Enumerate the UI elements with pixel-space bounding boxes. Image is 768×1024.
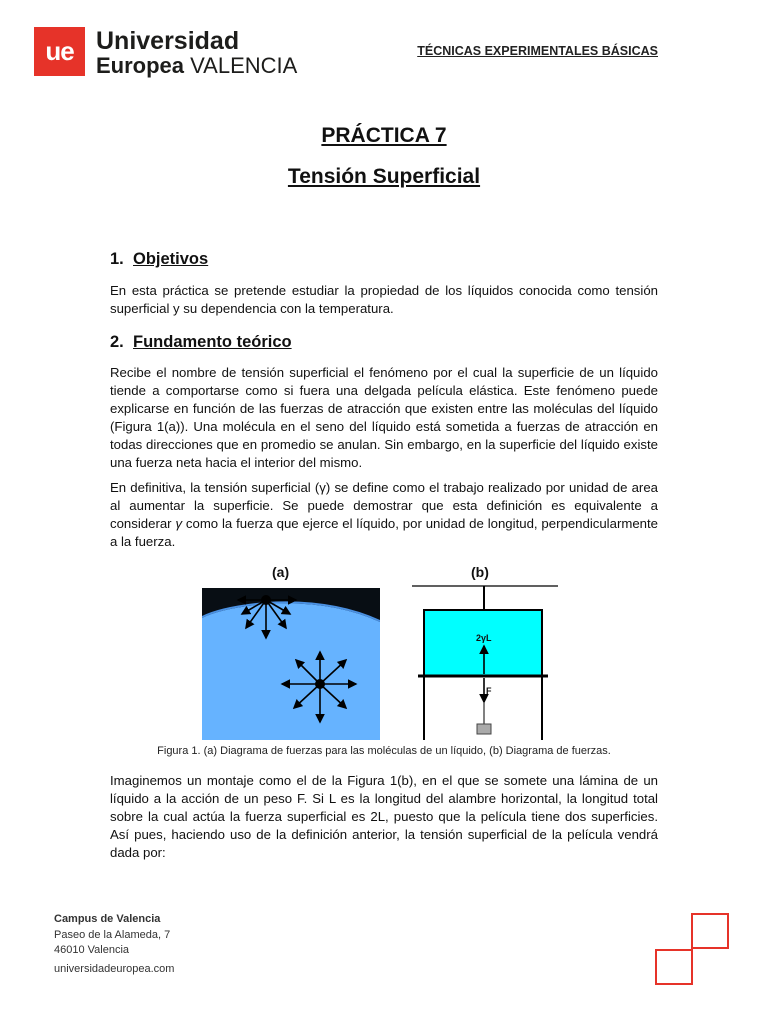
university-name-line1: Universidad [96,27,240,55]
section-heading-objetivos [110,250,208,269]
practice-title: PRÁCTICA 7 [321,124,447,147]
figure-a-label: (a) [272,564,290,580]
footer-campus: Campus de Valencia [54,913,161,925]
footer-city: 46010 Valencia [54,944,130,956]
paragraph-objetivos: En esta práctica se pretende estudiar la propiedad de los líquidos conocida como tensión superficial y su dependencia con la temperatura. [110,283,658,316]
footer-website[interactable]: universidadeuropea.com [54,963,175,975]
course-title: TÉCNICAS EXPERIMENTALES BÁSICAS [417,44,658,58]
paragraph-fundamento-2b: como la fuerza que ejerce el líquido, por unidad de longitud, perpendicularmente a la fuerza. [110,516,658,549]
section-number: 2. [110,333,124,351]
figure-a-molecular-forces [202,562,380,740]
figure-b-force-diagram [408,562,564,740]
paragraph-fundamento-2 [110,479,658,551]
paragraph-montaje: Imaginemos un montaje como el de la Figura 1(b), en el que se somete una lámina de un líquido a la acción de un peso F. Si L es la longitud del alambre horizontal, la longitud total sobre la cual actúa la fuerza superficial es 2L, puesto que la película tiene dos superficies. Así pues, haciendo uso de la definición anterior, la tensión superficial de la película vendrá dada por: [110,773,658,860]
university-logo-mark: ue [34,27,85,76]
surface-force-label: 2γL [476,633,492,643]
footer-decoration-squares [652,912,732,988]
weight-force-label: F [486,686,492,696]
section-number: 1. [110,250,124,268]
bulk-molecule [315,679,325,689]
surface-molecule [261,595,271,605]
section-heading-text: Fundamento teórico [133,333,292,351]
subject-title: Tensión Superficial [287,165,481,188]
paragraph-fundamento-2a: En definitiva, la tensión superficial (γ) se define como el trabajo realizado por unidad de area al aumentar la superficie. Se puede demostrar que esta definición es equivalente a considerar [110,480,658,531]
paragraph-fundamento-1: Recibe el nombre de tensión superficial el fenómeno por el cual la superficie de un líquido tiende a comportarse como si fuera una delgada película elástica. Este fenómeno puede explicarse en función de las fuerzas de atracción que existen entre las moléculas del líquido (Figura 1(a)). Una molécula en el seno del líquido está sometida a fuerzas de atracción en todas direcciones que en promedio se anulan. Sin embargo, en la superficie del líquido existe una fuerza neta hacia el interior del mismo. [110,365,658,470]
footer-street: Paseo de la Alameda, 7 [54,929,171,941]
figure-b-label: (b) [471,564,489,580]
section-heading-fundamento [110,333,292,352]
section-heading-text: Objetivos [133,250,209,268]
figure-caption: Figura 1. (a) Diagrama de fuerzas para las moléculas de un líquido, (b) Diagrama de fuerzas. [157,745,611,757]
weight-block [477,724,491,734]
university-name-europea: Europea [96,53,185,78]
soap-film [424,610,542,676]
gamma-symbol: γ [175,516,183,531]
university-name-line2 [96,53,297,79]
university-name-valencia: VALENCIA [184,53,298,78]
